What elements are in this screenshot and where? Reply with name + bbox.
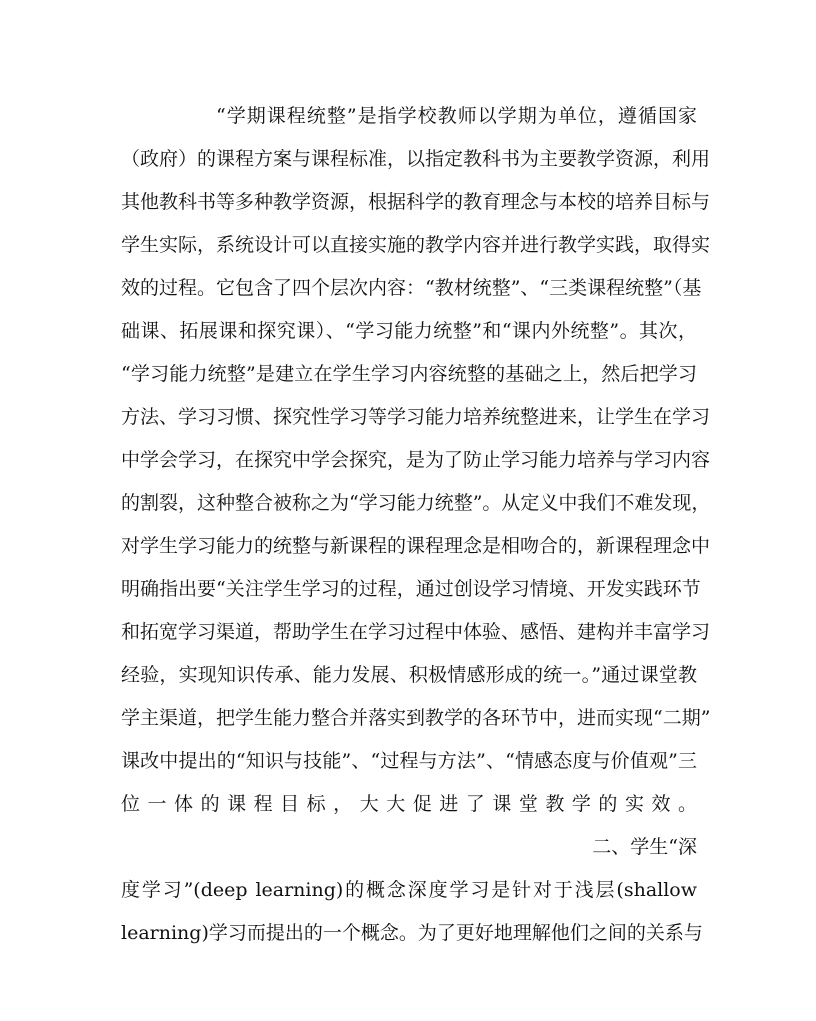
paragraph-line: learning)学习而提出的一个概念。为了更好地理解他们之间的关系与 xyxy=(121,922,703,944)
paragraph-line: 方法、学习习惯、探究性学习等学习能力培养统整进来，让学生在学习 xyxy=(121,406,711,428)
section-heading-line: 二、学生“深 xyxy=(592,836,697,858)
paragraph-line: 中学会学习，在探究中学会探究，是为了防止学习能力培养与学习内容 xyxy=(121,449,711,471)
paragraph-line: 础课、拓展课和探究课）、“学习能力统整”和“课内外统整”。其次， xyxy=(121,320,697,342)
paragraph-line: “学期课程统整”是指学校教师以学期为单位，遵循国家 xyxy=(216,105,697,127)
paragraph-line: 课改中提出的“知识与技能”、“过程与方法”、“情感态度与价值观”三 xyxy=(121,750,697,772)
paragraph-line: 学主渠道，把学生能力整合并落实到教学的各环节中，进而实现“二期” xyxy=(121,707,711,729)
paragraph-line: 的割裂，这种整合被称之为“学习能力统整”。从定义中我们不难发现， xyxy=(121,492,711,514)
paragraph-line: 经验，实现知识传承、能力发展、积极情感形成的统一。”通过课堂教 xyxy=(121,664,697,686)
paragraph-line: （政府）的课程方案与课程标准，以指定教科书为主要教学资源，利用 xyxy=(121,148,711,170)
paragraph-line: 明确指出要“关注学生学习的过程，通过创设学习情境、开发实践环节 xyxy=(121,578,701,600)
paragraph-line: “学习能力统整”是建立在学生学习内容统整的基础之上，然后把学习 xyxy=(121,363,697,385)
paragraph-line: 位 一 体 的 课 程 目 标 ， 大 大 促 进 了 课 堂 教 学 的 实 效 。 xyxy=(121,793,697,815)
paragraph-line: 学生实际，系统设计可以直接实施的教学内容并进行教学实践，取得实 xyxy=(121,234,711,256)
paragraph-line: 度学习”(deep learning)的概念深度学习是针对于浅层(shallow xyxy=(121,879,697,901)
paragraph-line: 和拓宽学习渠道，帮助学生在学习过程中体验、感悟、建构并丰富学习 xyxy=(121,621,711,643)
paragraph-line: 效的过程。它包含了四个层次内容：“教材统整”、“三类课程统整”（基 xyxy=(121,277,702,299)
paragraph-line: 其他教科书等多种教学资源，根据科学的教育理念与本校的培养目标与 xyxy=(121,191,711,213)
paragraph-line: 对学生学习能力的统整与新课程的课程理念是相吻合的，新课程理念中 xyxy=(121,535,711,557)
